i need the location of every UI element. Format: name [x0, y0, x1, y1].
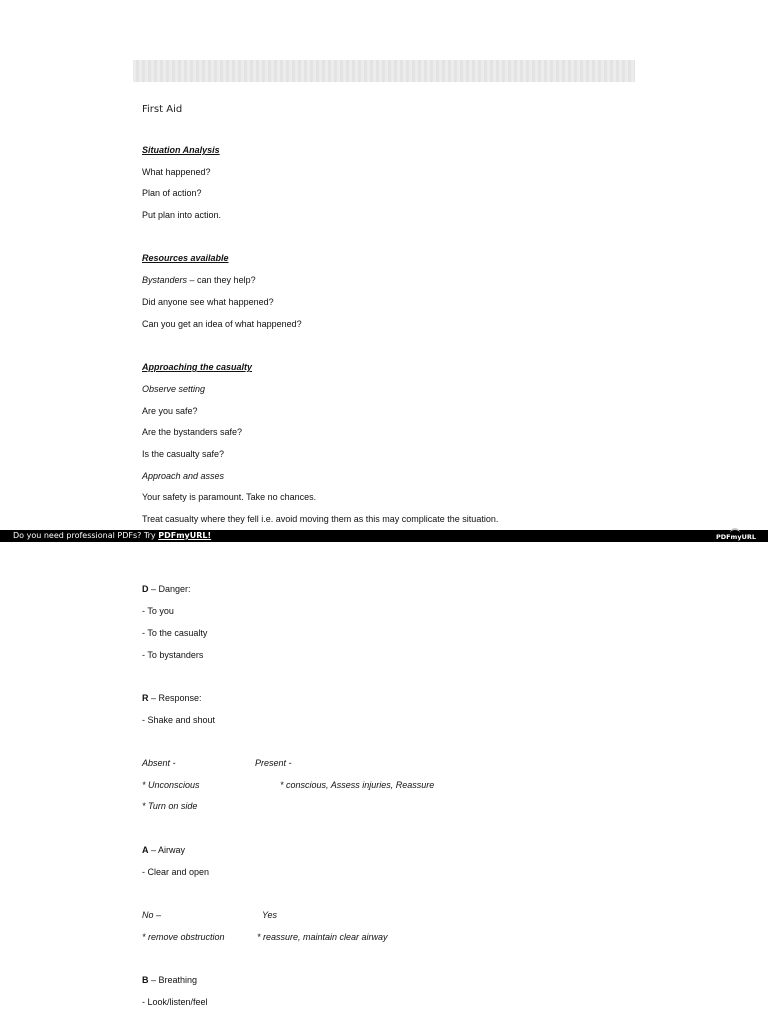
- logo-text: PDFmyURL: [715, 533, 756, 541]
- text-line-r-turn: [142, 801, 197, 812]
- text-line-ac-7: [142, 514, 498, 525]
- text-span: - Shake and shout: [142, 715, 216, 725]
- text-line-ac-2: [142, 406, 198, 417]
- text-line-r-unconscious: [142, 780, 200, 791]
- text-span: * conscious, Assess injuries, Reassure: [280, 780, 435, 790]
- text-span: No –: [142, 910, 162, 920]
- text-span: D: [142, 584, 149, 594]
- text-span: * Unconscious: [142, 780, 200, 790]
- section-heading: Approaching the casualty: [142, 362, 253, 372]
- text-span: - Look/listen/feel: [142, 997, 208, 1007]
- text-span: Your safety is paramount. Take no chances.: [142, 492, 317, 502]
- text-line-r-present: [255, 758, 292, 769]
- section-heading: Resources available: [142, 253, 229, 263]
- logo-swoosh-icon: [730, 528, 740, 535]
- text-span: Absent -: [142, 758, 176, 768]
- text-span: - To the casualty: [142, 628, 208, 638]
- text-line-a-reassure: [257, 932, 388, 943]
- document-title: First Aid: [142, 104, 183, 115]
- text-line-a-1: [142, 867, 209, 878]
- text-span: Are you safe?: [142, 406, 198, 416]
- text-line-d-1: [142, 606, 174, 617]
- text-line-a-no: [142, 910, 161, 921]
- text-span: Yes: [262, 910, 278, 920]
- text-line-ac-head: [142, 362, 252, 373]
- text-line-sa-2: [142, 188, 202, 199]
- text-span: Approach and asses: [142, 471, 225, 481]
- text-line-r-absent: [142, 758, 176, 769]
- text-line-r-conscious: [280, 780, 434, 791]
- text-span: Put plan into action.: [142, 210, 222, 220]
- text-line-sa-head: [142, 145, 220, 156]
- text-line-ac-3: [142, 427, 242, 438]
- text-span: * remove obstruction: [142, 932, 225, 942]
- text-line-ra-1: [142, 275, 256, 286]
- text-span: What happened?: [142, 167, 211, 177]
- text-span: Is the casualty safe?: [142, 449, 225, 459]
- text-line-d-2: [142, 628, 207, 639]
- text-span: A: [142, 845, 149, 855]
- text-span: Observe setting: [142, 384, 206, 394]
- text-span: Bystanders: [142, 275, 188, 285]
- text-line-b-head: [142, 975, 197, 986]
- header-band: [133, 60, 635, 82]
- text-span: Are the bystanders safe?: [142, 427, 243, 437]
- text-line-a-yes: [262, 910, 277, 921]
- text-line-a-head: [142, 845, 185, 856]
- footer-prompt: [13, 530, 211, 542]
- section-heading: Situation Analysis: [142, 145, 220, 155]
- text-span: Treat casualty where they fell i.e. avoid moving them as this may complicate the situation.: [142, 514, 499, 524]
- pdfmyurl-link[interactable]: PDFmyURL!: [158, 531, 212, 540]
- text-span: - Clear and open: [142, 867, 210, 877]
- text-line-sa-3: [142, 210, 221, 221]
- pdfmyurl-logo[interactable]: [716, 530, 756, 542]
- footer-prompt-text: Do you need professional PDFs? Try: [13, 531, 159, 540]
- text-line-a-remove: [142, 932, 225, 943]
- text-line-ac-6: [142, 492, 316, 503]
- text-span: Can you get an idea of what happened?: [142, 319, 302, 329]
- text-line-r-head: [142, 693, 202, 704]
- text-line-ac-4: [142, 449, 224, 460]
- text-line-ac-1: [142, 384, 205, 395]
- text-line-ra-head: [142, 253, 229, 264]
- text-span: – Danger:: [148, 584, 191, 594]
- text-line-d-head: [142, 584, 191, 595]
- text-span: – Airway: [148, 845, 186, 855]
- text-span: – can they help?: [187, 275, 256, 285]
- text-line-r-1: [142, 715, 215, 726]
- text-span: Present -: [255, 758, 292, 768]
- text-span: Plan of action?: [142, 188, 202, 198]
- footer-banner: [0, 530, 768, 542]
- text-line-ra-3: [142, 319, 302, 330]
- text-span: B: [142, 975, 149, 985]
- text-line-d-3: [142, 650, 203, 661]
- text-span: Did anyone see what happened?: [142, 297, 274, 307]
- text-span: - To bystanders: [142, 650, 204, 660]
- text-line-sa-1: [142, 167, 211, 178]
- text-span: – Response:: [148, 693, 202, 703]
- text-line-ra-2: [142, 297, 274, 308]
- text-span: * reassure, maintain clear airway: [257, 932, 388, 942]
- text-span: - To you: [142, 606, 174, 616]
- text-span: – Breathing: [148, 975, 198, 985]
- text-line-b-1: [142, 997, 208, 1008]
- text-span: * Turn on side: [142, 801, 198, 811]
- text-line-ac-5: [142, 471, 224, 482]
- text-span: R: [142, 693, 149, 703]
